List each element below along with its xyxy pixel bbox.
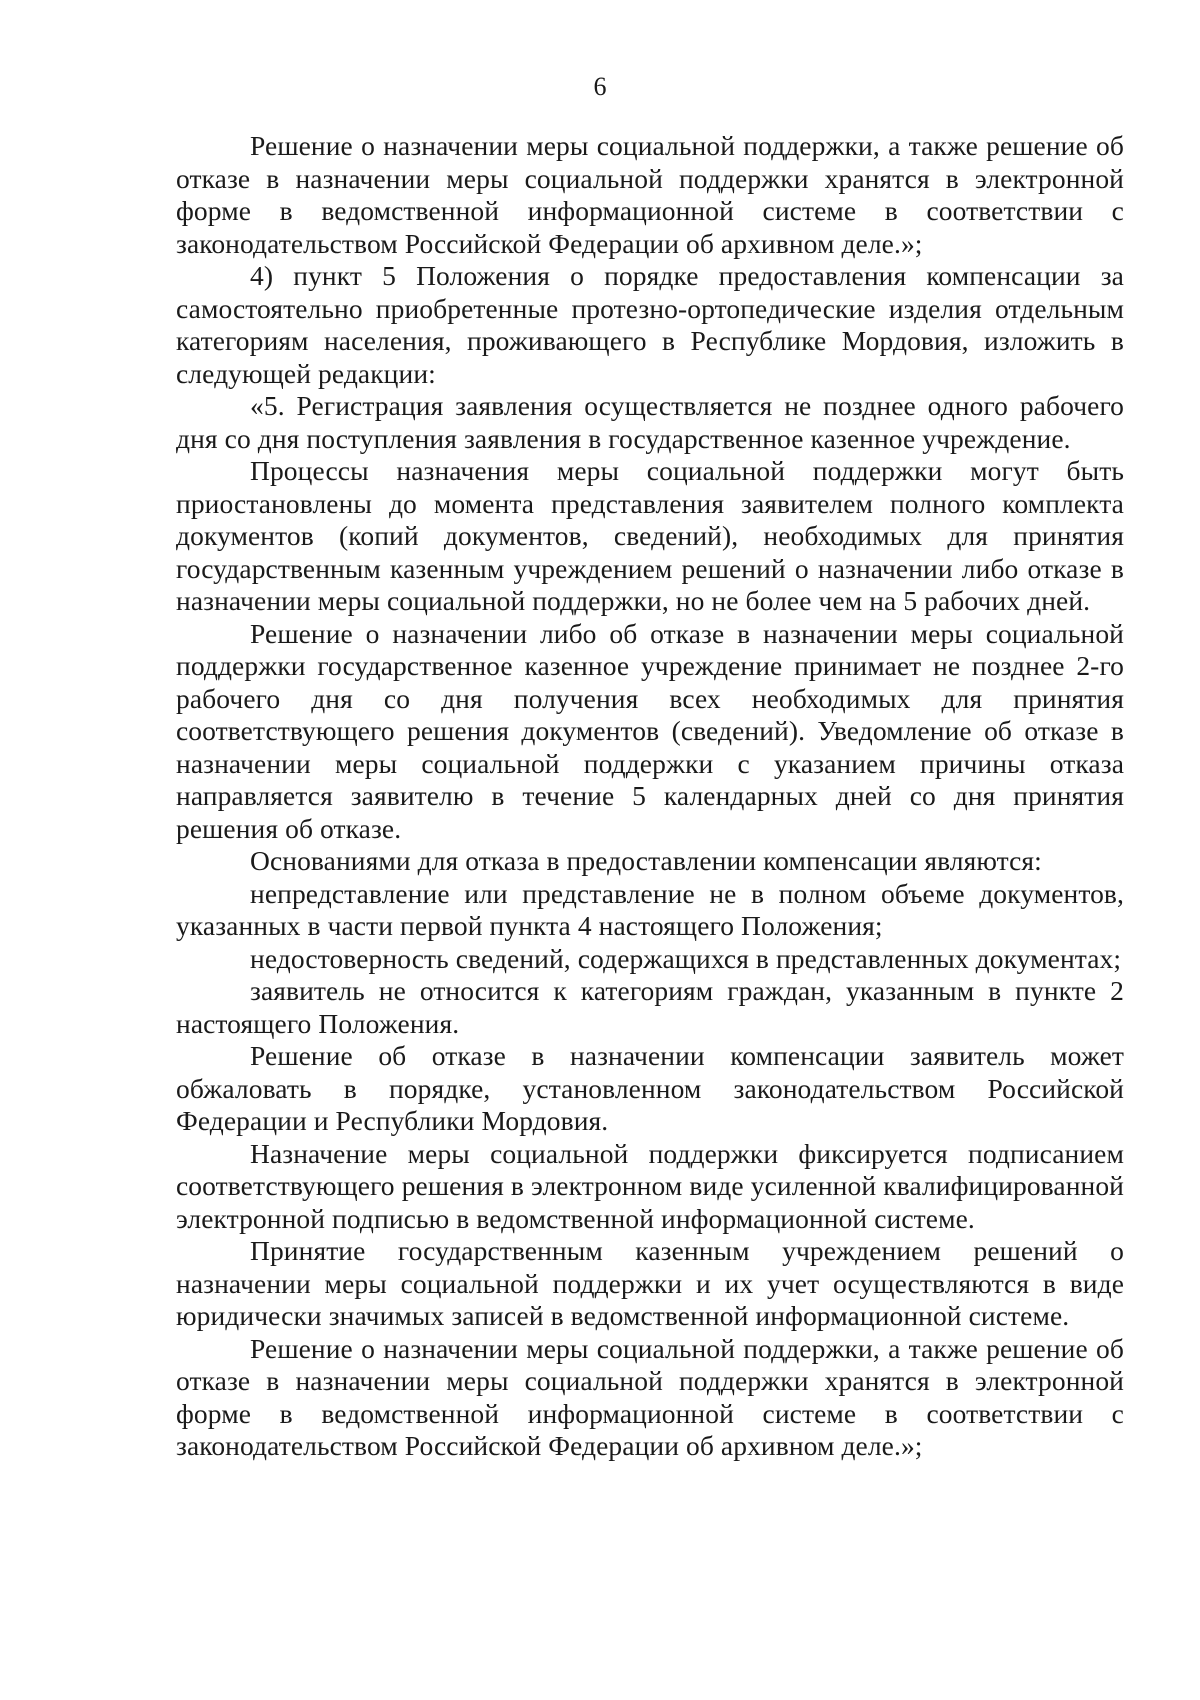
paragraph: 4) пункт 5 Положения о порядке предоставления компенсации за самостоятельно приобретенные протезно-ортопедические изделия отдельным категориям населения, проживающего в Республике Мордовия, изложить в следующей редакции:	[176, 260, 1124, 389]
paragraph: заявитель не относится к категориям граждан, указанным в пункте 2 настоящего Положения.	[176, 975, 1124, 1039]
document-body	[176, 130, 1124, 1463]
paragraph: Решение о назначении либо об отказе в назначении меры социальной поддержки государственное казенное учреждение принимает не позднее 2-го рабочего дня со дня получения всех необходимых для принятия соответствующего решения документов (сведений). Уведомление об отказе в назначении меры социальной поддержки с указанием причины отказа направляется заявителю в течение 5 календарных дней со дня принятия решения об отказе.	[176, 617, 1124, 844]
paragraph: Основаниями для отказа в предоставлении компенсации являются:	[250, 845, 1042, 876]
paragraph: «5. Регистрация заявления осуществляется не позднее одного рабочего дня со дня поступления заявления в государственное казенное учреждение.	[176, 390, 1124, 454]
paragraph: Решение о назначении меры социальной поддержки, а также решение об отказе в назначении меры социальной поддержки хранятся в электронной форме в ведомственной информационной системе в соответствии с законодательством Российской Федерации об архивном деле.»;	[176, 1332, 1124, 1461]
paragraph: Процессы назначения меры социальной поддержки могут быть приостановлены до момента представления заявителем полного комплекта документов (копий документов, сведений), необходимых для принятия государственным казенным учреждением решений о назначении либо отказе в назначении меры социальной поддержки, но не более чем на 5 рабочих дней.	[176, 455, 1124, 616]
paragraph: Назначение меры социальной поддержки фиксируется подписанием соответствующего решения в электронном виде усиленной квалифицированной электронной подписью в ведомственной информационной системе.	[176, 1137, 1124, 1234]
paragraph: недостоверность сведений, содержащихся в представленных документах;	[250, 942, 1122, 974]
paragraph: Принятие государственным казенным учреждением решений о назначении меры социальной поддержки и их учет осуществляются в виде юридически значимых записей в ведомственной информационной системе.	[176, 1235, 1124, 1331]
paragraph: Решение о назначении меры социальной поддержки, а также решение об отказе в назначении меры социальной поддержки хранятся в электронной форме в ведомственной информационной системе в соответствии с законодательством Российской Федерации об архивном деле.»;	[176, 130, 1124, 259]
page-number: 6	[593, 72, 607, 101]
paragraph: Решение об отказе в назначении компенсации заявитель может обжаловать в порядке, установленном законодательством Российской Федерации и Республики Мордовия.	[176, 1040, 1124, 1136]
paragraph: непредставление или представление не в полном объеме документов, указанных в части первой пункта 4 настоящего Положения;	[176, 877, 1124, 941]
